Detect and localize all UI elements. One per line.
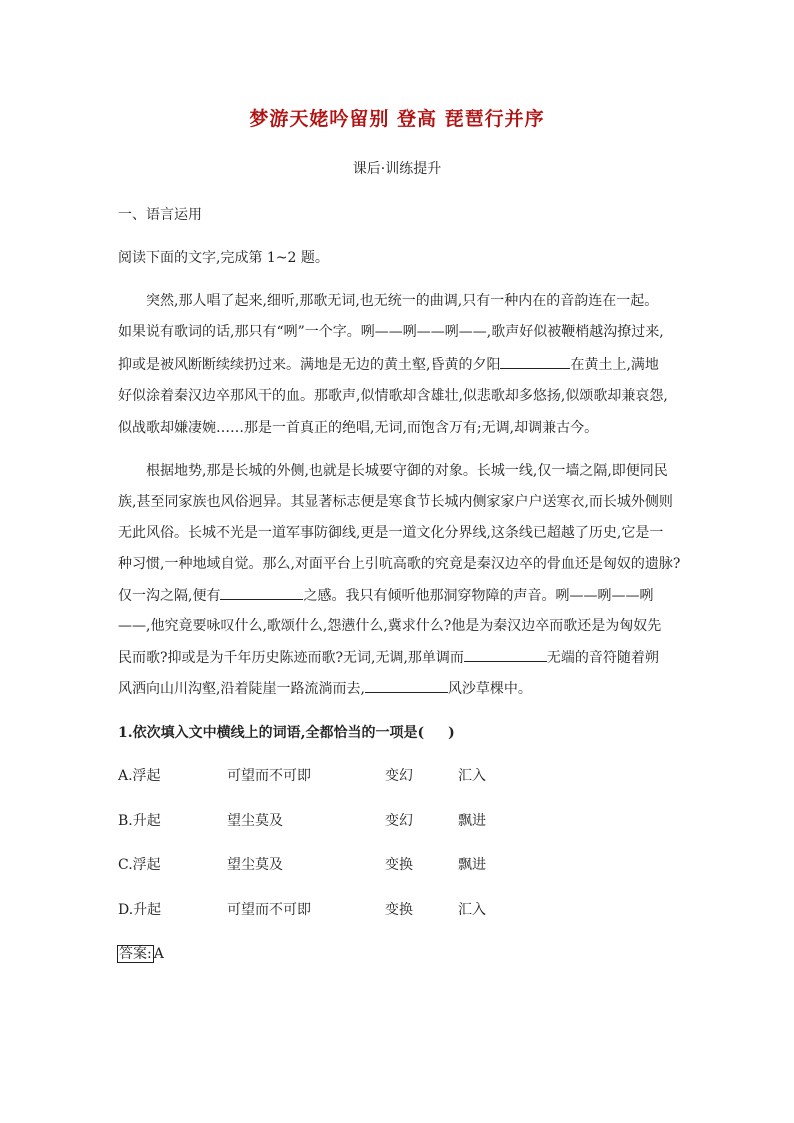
option-letter: D.升起 — [118, 902, 162, 918]
passage-line: 根据地势,那是长城的外侧,也就是长城要守御的对象。长城一线,仅一墙之隔,即便同民 — [146, 463, 668, 479]
passage-line — [118, 647, 659, 668]
option-word: 飘进 — [458, 857, 486, 873]
option-word: 可望而不可即 — [227, 902, 311, 918]
answer-label: 答案: — [119, 946, 152, 962]
option-word: 变换 — [385, 857, 413, 873]
option-word: 变换 — [385, 902, 413, 918]
option-word: 汇入 — [458, 768, 486, 784]
section-heading: 一、语言运用 — [118, 207, 202, 223]
answer — [117, 944, 164, 964]
option-word: 望尘莫及 — [227, 813, 283, 829]
fill-blank-2 — [220, 585, 303, 600]
option-letter: C.浮起 — [118, 857, 161, 873]
passage-text: 风沙草棵中。 — [447, 681, 532, 697]
passage-line — [118, 678, 532, 699]
passage-line: 似战歌却嫌凄婉……那是一首真正的绝唱,无词,而饱含万有;无调,却调兼古今。 — [118, 420, 599, 436]
option-word: 可望而不可即 — [227, 768, 311, 784]
question-stem: 1.依次填入文中横线上的词语,全都恰当的一项是( ) — [118, 725, 455, 741]
passage-line: 族,甚至同家族也风俗迥异。其显著标志便是寒食节长城内侧家家户户送寒衣,而长城外侧则 — [118, 494, 673, 510]
fill-blank-3 — [464, 647, 547, 662]
option-word: 汇入 — [458, 902, 486, 918]
passage-line — [118, 585, 653, 606]
passage-text: 民而歌?抑或是为千年历史陈迹而歌?无词,无调,那单调而 — [118, 650, 464, 666]
passage-text: 之感。我只有倾听他那洞穿物障的声音。咧——咧——咧 — [303, 588, 654, 604]
passage-line: 种习惯,一种地域自觉。那么,对面平台上引吭高歌的究竟是秦汉边卒的骨血还是匈奴的遗脉? — [118, 556, 681, 572]
option-word: 望尘莫及 — [227, 857, 283, 873]
passage-line: 突然,那人唱了起来,细听,那歌无词,也无统一的曲调,只有一种内在的音韵连在一起。 — [146, 293, 659, 309]
page-title: 梦游天姥吟留别 登高 琵琶行并序 — [249, 108, 545, 130]
passage-line: 无此风俗。长城不光是一道军事防御线,更是一道文化分界线,这条线已超越了历史,它是一 — [118, 525, 664, 541]
passage-text: 在黄土上,满地 — [570, 357, 659, 373]
passage-text: 风洒向山川沟壑,沿着陡崖一路流淌而去, — [118, 681, 365, 697]
fill-blank-4 — [365, 678, 448, 693]
passage-line: ——,他究竟要咏叹什么,歌颂什么,怨懑什么,冀求什么?他是为秦汉边卒而歌还是为匈奴先 — [118, 618, 662, 634]
passage-line: 如果说有歌词的话,那只有“咧”一个字。咧——咧——咧——,歌声好似被鞭梢越沟撩过来, — [118, 324, 664, 340]
passage-text: 仅一沟之隔,便有 — [118, 588, 221, 604]
passage-text: 无端的音符随着朔 — [546, 650, 659, 666]
option-word: 变幻 — [385, 768, 413, 784]
option-letter: B.升起 — [118, 813, 161, 829]
option-letter: A.浮起 — [118, 768, 161, 784]
passage-line: 好似涂着秦汉边卒那风干的血。那歌声,似情歌却含雄壮,似悲歌却多悠扬,似颂歌却兼哀怨, — [118, 388, 668, 404]
passage-line — [118, 354, 659, 375]
option-word: 变幻 — [385, 813, 413, 829]
passage-text: 抑或是被风断断续续扔过来。满地是无边的黄土壑,昏黄的夕阳 — [118, 357, 501, 373]
fill-blank-1 — [500, 354, 570, 369]
instruction-text: 阅读下面的文字,完成第 1~2 题。 — [118, 250, 329, 266]
answer-value: A — [153, 946, 164, 962]
option-word: 飘进 — [458, 813, 486, 829]
page-subtitle: 课后·训练提升 — [352, 161, 442, 177]
